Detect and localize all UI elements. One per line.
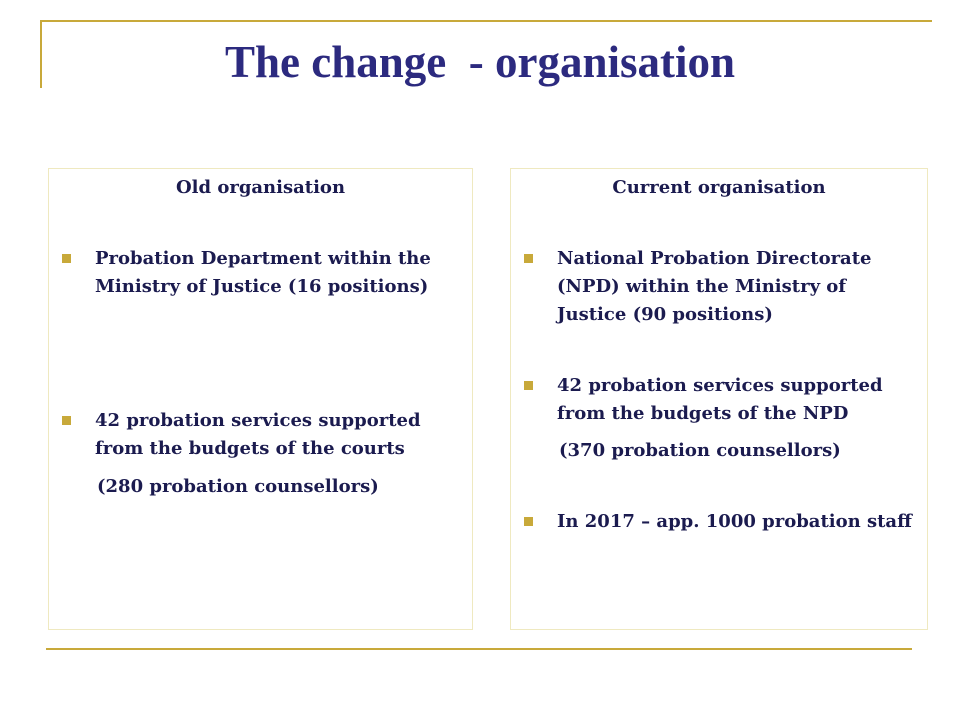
current-item-probation-services	[557, 372, 917, 428]
square-bullet-icon	[524, 517, 533, 526]
old-organisation-heading: Old organisation	[175, 177, 346, 198]
current-item-text: 42 probation services supported from the budgets of the NPD	[557, 375, 883, 424]
old-item-probation-department	[95, 245, 462, 301]
current-item-text: In 2017 – app. 1000 probation staff	[557, 511, 912, 532]
old-item-text: Probation Department within the Ministry of Justice (16 positions)	[95, 248, 431, 297]
old-counsellors-note: (280 probation counsellors)	[97, 476, 379, 497]
current-organisation-heading: Current organisation	[612, 177, 826, 198]
old-organisation-panel	[48, 168, 473, 630]
square-bullet-icon	[524, 254, 533, 263]
current-item-npd	[557, 245, 917, 329]
current-counsellors-note: (370 probation counsellors)	[559, 440, 841, 461]
old-item-text: 42 probation services supported from the budgets of the courts	[95, 410, 421, 459]
current-item-text: National Probation Directorate (NPD) within the Ministry of Justice (90 positions)	[557, 248, 872, 325]
current-item-2017-staff	[557, 508, 917, 536]
square-bullet-icon	[524, 381, 533, 390]
slide-title: The change - organisation	[224, 37, 736, 87]
square-bullet-icon	[62, 416, 71, 425]
current-organisation-panel	[510, 168, 928, 630]
top-rule	[40, 20, 932, 22]
square-bullet-icon	[62, 254, 71, 263]
bottom-rule	[46, 648, 912, 650]
old-item-probation-services	[95, 407, 462, 463]
